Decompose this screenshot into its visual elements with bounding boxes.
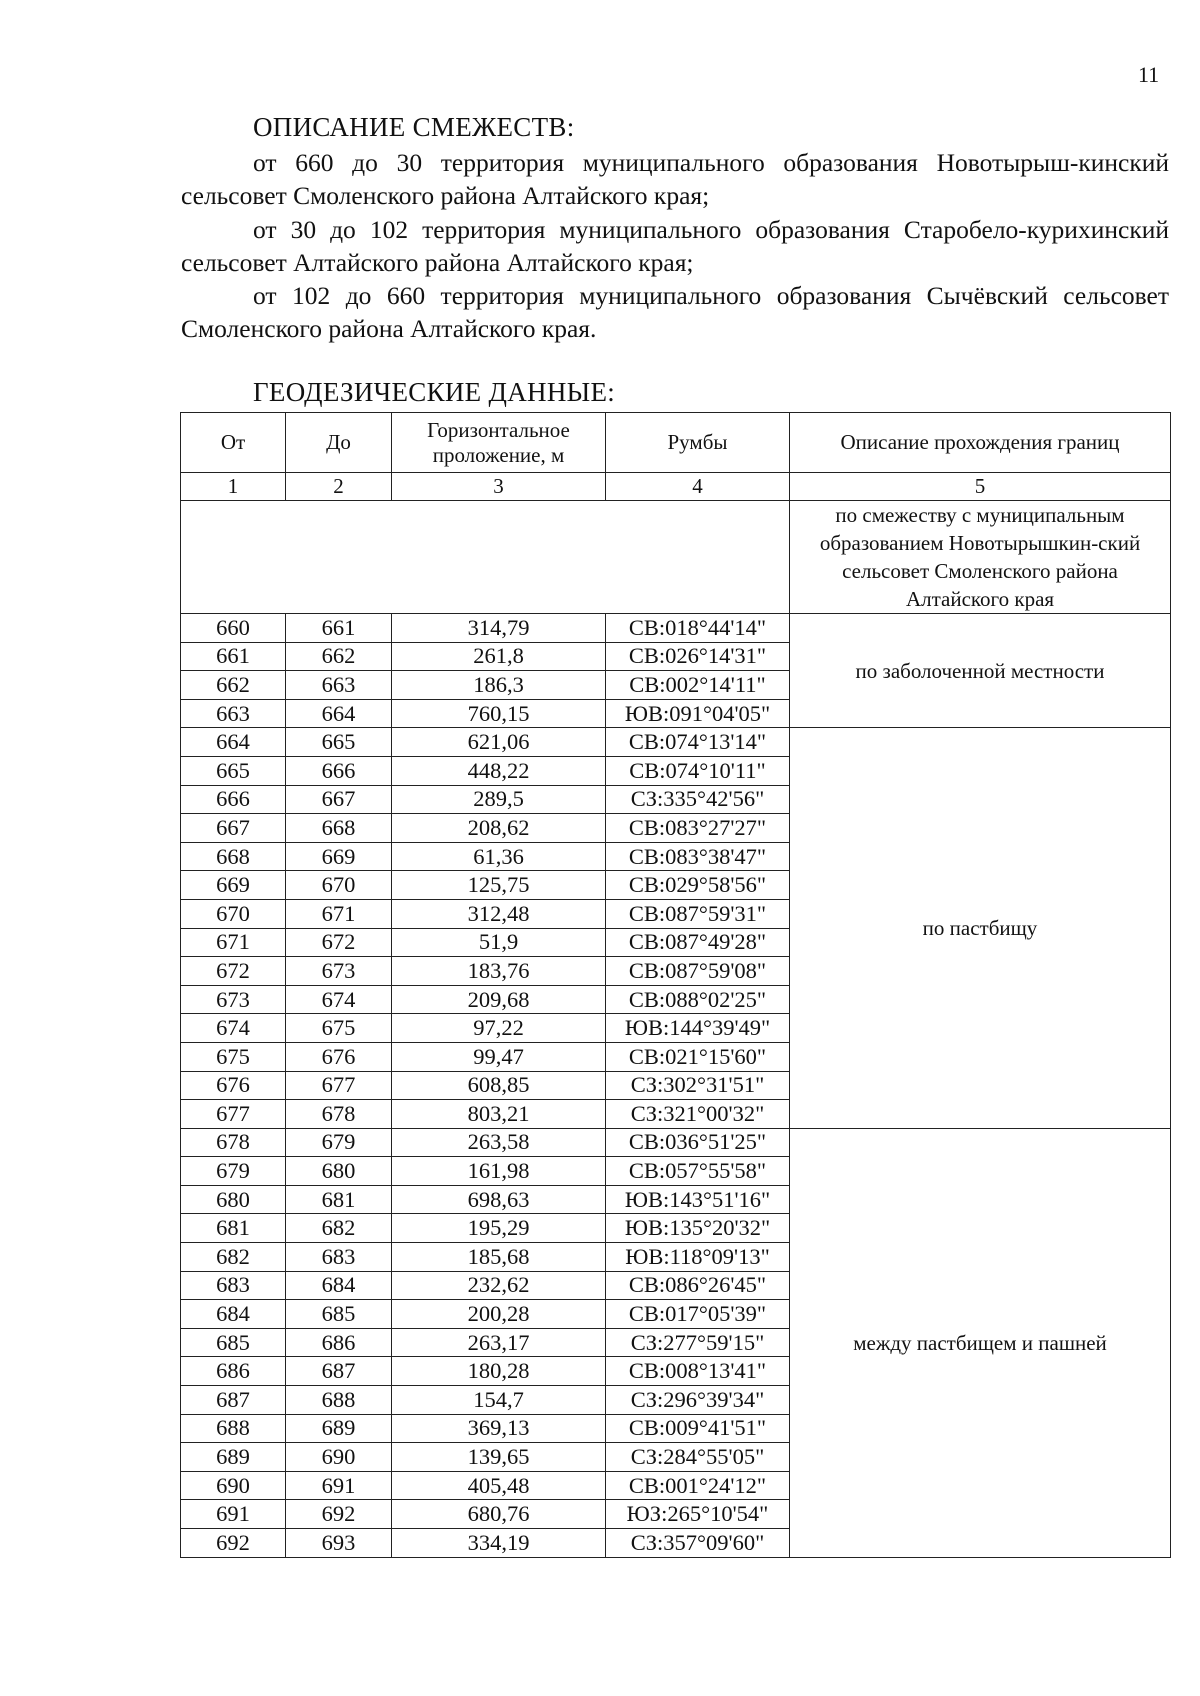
from-point: 685 — [181, 1328, 286, 1357]
horizontal-distance: 608,85 — [392, 1071, 606, 1100]
adjacency-paragraph-text: от 102 до 660 территория муниципального образования Сычёвский сельсовет Смоленского района Алтайского края. — [181, 281, 1169, 343]
horizontal-distance: 125,75 — [392, 871, 606, 900]
bearing: ЮВ:135°20'32" — [606, 1214, 790, 1243]
to-point: 670 — [286, 871, 392, 900]
to-point: 685 — [286, 1300, 392, 1329]
bearing: ЮВ:144°39'49" — [606, 1014, 790, 1043]
bearing: СВ:087°59'08" — [606, 957, 790, 986]
adjacency-note: по смежеству с муниципальным образованием Новотырышкин-ский сельсовет Смоленского района Алтайского края — [790, 501, 1171, 614]
bearing: СЗ:321°00'32" — [606, 1100, 790, 1129]
adjacency-paragraph-text: от 30 до 102 территория муниципального образования Старобело-курихинский сельсовет Алтайского района Алтайского края; — [181, 215, 1169, 277]
to-point: 681 — [286, 1185, 392, 1214]
to-point: 676 — [286, 1042, 392, 1071]
bearing: СВ:021°15'60" — [606, 1042, 790, 1071]
to-point: 689 — [286, 1414, 392, 1443]
column-number: 1 — [181, 473, 286, 501]
bearing: СВ:008°13'41" — [606, 1357, 790, 1386]
to-point: 687 — [286, 1357, 392, 1386]
to-point: 691 — [286, 1471, 392, 1500]
horizontal-distance: 161,98 — [392, 1157, 606, 1186]
column-header-bearing: Румбы — [606, 413, 790, 473]
adjacency-paragraph-text: от 660 до 30 территория муниципального образования Новотырыш-кинский сельсовет Смоленского района Алтайского края; — [181, 148, 1169, 210]
horizontal-distance: 369,13 — [392, 1414, 606, 1443]
to-point: 672 — [286, 928, 392, 957]
to-point: 669 — [286, 842, 392, 871]
horizontal-distance: 334,19 — [392, 1529, 606, 1558]
boundary-description: по заболоченной местности — [790, 614, 1171, 728]
to-point: 677 — [286, 1071, 392, 1100]
horizontal-distance: 51,9 — [392, 928, 606, 957]
horizontal-distance: 180,28 — [392, 1357, 606, 1386]
bearing: СВ:029°58'56" — [606, 871, 790, 900]
from-point: 662 — [181, 671, 286, 700]
to-point: 663 — [286, 671, 392, 700]
to-point: 690 — [286, 1443, 392, 1472]
horizontal-distance: 698,63 — [392, 1185, 606, 1214]
adjacency-paragraph — [181, 279, 1169, 345]
from-point: 672 — [181, 957, 286, 986]
bearing: СВ:087°49'28" — [606, 928, 790, 957]
from-point: 671 — [181, 928, 286, 957]
boundary-description: по пастбищу — [790, 728, 1171, 1128]
table-row — [181, 728, 1171, 757]
horizontal-distance: 97,22 — [392, 1014, 606, 1043]
from-point: 679 — [181, 1157, 286, 1186]
horizontal-distance: 448,22 — [392, 756, 606, 785]
horizontal-distance: 803,21 — [392, 1100, 606, 1129]
bearing: СВ:017°05'39" — [606, 1300, 790, 1329]
from-point: 675 — [181, 1042, 286, 1071]
bearing: СВ:074°13'14" — [606, 728, 790, 757]
bearing: СЗ:284°55'05" — [606, 1443, 790, 1472]
horizontal-distance: 183,76 — [392, 957, 606, 986]
bearing: СВ:083°27'27" — [606, 814, 790, 843]
from-point: 687 — [181, 1386, 286, 1415]
from-point: 680 — [181, 1185, 286, 1214]
horizontal-distance: 185,68 — [392, 1243, 606, 1272]
horizontal-distance: 139,65 — [392, 1443, 606, 1472]
from-point: 691 — [181, 1500, 286, 1529]
page-number: 11 — [1138, 62, 1160, 87]
bearing: СВ:057°55'58" — [606, 1157, 790, 1186]
adjacency-note-row — [181, 501, 1171, 614]
from-point: 673 — [181, 985, 286, 1014]
horizontal-distance: 208,62 — [392, 814, 606, 843]
column-header-description: Описание прохождения границ — [790, 413, 1171, 473]
bearing: СВ:026°14'31" — [606, 642, 790, 671]
bearing: СЗ:357°09'60" — [606, 1529, 790, 1558]
from-point: 681 — [181, 1214, 286, 1243]
adjacency-heading: ОПИСАНИЕ СМЕЖЕСТВ: — [253, 112, 575, 142]
horizontal-distance: 312,48 — [392, 899, 606, 928]
bearing: СВ:018°44'14" — [606, 614, 790, 643]
bearing: СВ:036°51'25" — [606, 1128, 790, 1157]
to-point: 661 — [286, 614, 392, 643]
column-header-distance: Горизонтальное проложение, м — [392, 413, 606, 473]
to-point: 693 — [286, 1529, 392, 1558]
horizontal-distance: 186,3 — [392, 671, 606, 700]
to-point: 680 — [286, 1157, 392, 1186]
from-point: 665 — [181, 756, 286, 785]
horizontal-distance: 289,5 — [392, 785, 606, 814]
to-point: 673 — [286, 957, 392, 986]
horizontal-distance: 195,29 — [392, 1214, 606, 1243]
to-point: 662 — [286, 642, 392, 671]
column-header-from: От — [181, 413, 286, 473]
from-point: 668 — [181, 842, 286, 871]
to-point: 682 — [286, 1214, 392, 1243]
from-point: 660 — [181, 614, 286, 643]
from-point: 677 — [181, 1100, 286, 1129]
from-point: 689 — [181, 1443, 286, 1472]
column-number: 4 — [606, 473, 790, 501]
to-point: 675 — [286, 1014, 392, 1043]
bearing: СЗ:335°42'56" — [606, 785, 790, 814]
from-point: 682 — [181, 1243, 286, 1272]
from-point: 692 — [181, 1529, 286, 1558]
horizontal-distance: 200,28 — [392, 1300, 606, 1329]
bearing: ЮВ:091°04'05" — [606, 699, 790, 728]
bearing: СВ:086°26'45" — [606, 1271, 790, 1300]
table-row — [181, 614, 1171, 643]
column-number: 2 — [286, 473, 392, 501]
bearing: СВ:002°14'11" — [606, 671, 790, 700]
from-point: 684 — [181, 1300, 286, 1329]
bearing: ЮВ:118°09'13" — [606, 1243, 790, 1272]
bearing: СЗ:302°31'51" — [606, 1071, 790, 1100]
horizontal-distance: 263,58 — [392, 1128, 606, 1157]
to-point: 678 — [286, 1100, 392, 1129]
to-point: 665 — [286, 728, 392, 757]
from-point: 674 — [181, 1014, 286, 1043]
table-row — [181, 1128, 1171, 1157]
geodetic-heading: ГЕОДЕЗИЧЕСКИЕ ДАННЫЕ: — [253, 377, 616, 407]
to-point: 666 — [286, 756, 392, 785]
to-point: 683 — [286, 1243, 392, 1272]
bearing: ЮВ:143°51'16" — [606, 1185, 790, 1214]
horizontal-distance: 621,06 — [392, 728, 606, 757]
to-point: 674 — [286, 985, 392, 1014]
to-point: 671 — [286, 899, 392, 928]
bearing: СВ:001°24'12" — [606, 1471, 790, 1500]
bearing: СВ:088°02'25" — [606, 985, 790, 1014]
horizontal-distance: 314,79 — [392, 614, 606, 643]
adjacency-paragraph — [181, 146, 1169, 212]
horizontal-distance: 154,7 — [392, 1386, 606, 1415]
from-point: 688 — [181, 1414, 286, 1443]
adjacency-paragraph — [181, 213, 1169, 279]
geodetic-table — [180, 412, 1171, 1558]
bearing: СЗ:296°39'34" — [606, 1386, 790, 1415]
from-point: 667 — [181, 814, 286, 843]
to-point: 688 — [286, 1386, 392, 1415]
from-point: 690 — [181, 1471, 286, 1500]
to-point: 684 — [286, 1271, 392, 1300]
from-point: 686 — [181, 1357, 286, 1386]
horizontal-distance: 61,36 — [392, 842, 606, 871]
horizontal-distance: 263,17 — [392, 1328, 606, 1357]
bearing: СВ:087°59'31" — [606, 899, 790, 928]
column-number: 5 — [790, 473, 1171, 501]
from-point: 666 — [181, 785, 286, 814]
to-point: 667 — [286, 785, 392, 814]
from-point: 670 — [181, 899, 286, 928]
to-point: 686 — [286, 1328, 392, 1357]
horizontal-distance: 232,62 — [392, 1271, 606, 1300]
from-point: 663 — [181, 699, 286, 728]
bearing: СЗ:277°59'15" — [606, 1328, 790, 1357]
to-point: 679 — [286, 1128, 392, 1157]
column-number-row — [181, 473, 1171, 501]
column-header-to: До — [286, 413, 392, 473]
bearing: СВ:083°38'47" — [606, 842, 790, 871]
horizontal-distance: 760,15 — [392, 699, 606, 728]
column-number: 3 — [392, 473, 606, 501]
bearing: СВ:074°10'11" — [606, 756, 790, 785]
horizontal-distance: 99,47 — [392, 1042, 606, 1071]
bearing: ЮЗ:265°10'54" — [606, 1500, 790, 1529]
boundary-description: между пастбищем и пашней — [790, 1128, 1171, 1557]
from-point: 678 — [181, 1128, 286, 1157]
bearing: СВ:009°41'51" — [606, 1414, 790, 1443]
to-point: 692 — [286, 1500, 392, 1529]
from-point: 661 — [181, 642, 286, 671]
from-point: 683 — [181, 1271, 286, 1300]
from-point: 664 — [181, 728, 286, 757]
horizontal-distance: 261,8 — [392, 642, 606, 671]
from-point: 669 — [181, 871, 286, 900]
table-header-row — [181, 413, 1171, 473]
from-point: 676 — [181, 1071, 286, 1100]
horizontal-distance: 680,76 — [392, 1500, 606, 1529]
empty-cell — [181, 501, 790, 614]
to-point: 664 — [286, 699, 392, 728]
horizontal-distance: 209,68 — [392, 985, 606, 1014]
to-point: 668 — [286, 814, 392, 843]
horizontal-distance: 405,48 — [392, 1471, 606, 1500]
